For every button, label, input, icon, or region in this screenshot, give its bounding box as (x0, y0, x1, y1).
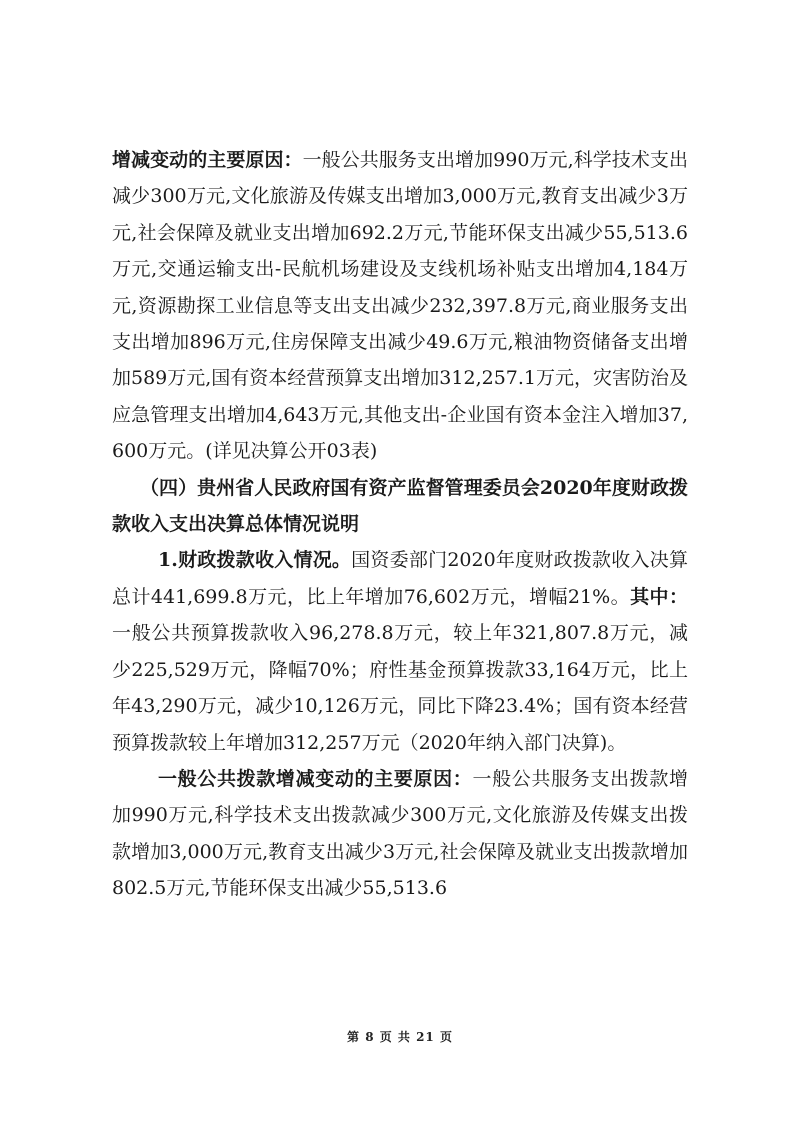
document-body (112, 142, 688, 907)
page-number-footer: 第 8 页 共 21 页 (347, 1030, 453, 1044)
paragraph-text: 一般公共服务支出拨款增加990万元,科学技术支出拨款减少300万元,文化旅游及传媒支出拨款增加3,000万元,教育支出减少3万元,社会保障及就业支出拨款增加802.5万元,节能环保支出减少55,513.6 (112, 767, 688, 900)
paragraph-text: 一般公共服务支出增加990万元,科学技术支出减少300万元,文化旅游及传媒支出增加3,000万元,教育支出减少3万元,社会保障及就业支出增加692.2万元,节能环保支出减少55,513.6万元,交通运输支出-民航机场建设及支线机场补贴支出增加4,184万元,资源勘探工业信息等支出支出减少232,397.8万元,商业服务支出支出增加896万元,住房保障支出减少49.6万元,粮油物资储备支出增加589万元,国有资本经营预算支出增加312,257.1万元，灾害防治及应急管理支出增加4,643万元,其他支出-企业国有资本金注入增加37,600万元。(详见决算公开03表) (112, 149, 689, 463)
paragraph-text: 一般公共预算拨款收入96,278.8万元，较上年321,807.8万元，减少225,529万元，降幅70%；府性基金预算拨款33,164万元，比上年43,290万元，减少10,126万元，同比下降23.4%；国有资本经营预算拨款较上年增加312,257万元（2020年纳入部门决算)。 (112, 622, 688, 754)
paragraph-inline-heading: 其中： (630, 585, 688, 608)
section-heading: （四）贵州省人民政府国有资产监督管理委员会2020年度财政拨款收入支出决算总体情况说明 (112, 476, 688, 536)
paragraph-lead-heading: 一般公共拨款增减变动的主要原因： (158, 767, 473, 790)
paragraph-expense-change-reasons (112, 142, 688, 470)
paragraph-general-public-change-reasons (112, 761, 688, 907)
paragraph-lead-heading: 1.财政拨款收入情况。 (158, 549, 352, 572)
paragraph-text: 国资委部门2020年度财政拨款收入决算总计441,699.8万元，比上年增加76,602万元，增幅21%。 (112, 549, 688, 608)
paragraph-lead-heading: 增减变动的主要原因： (112, 149, 303, 171)
paragraph-fiscal-income (112, 542, 688, 760)
